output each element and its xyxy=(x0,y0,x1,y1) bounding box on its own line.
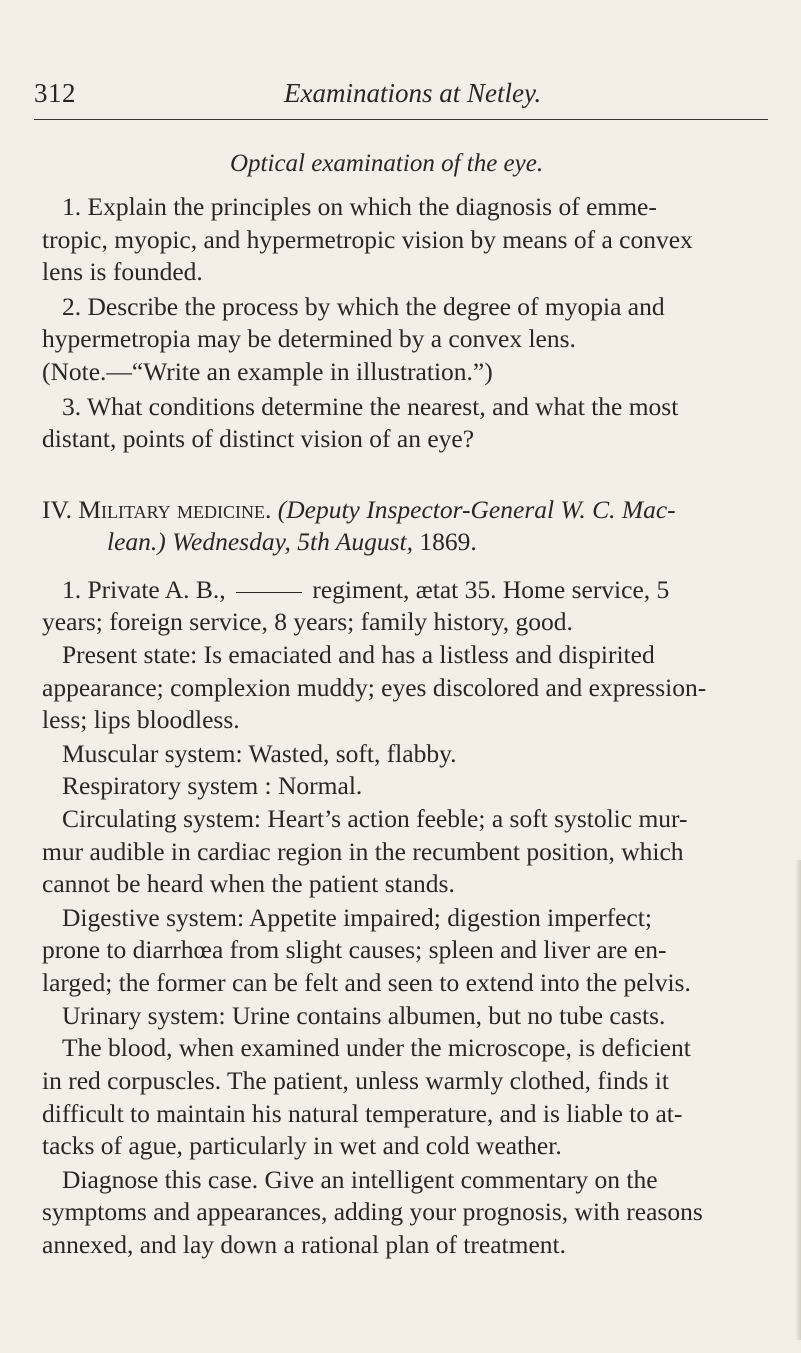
case-line: appearance; complexion muddy; eyes discolored and expression- xyxy=(42,673,707,702)
case-line: Muscular system: Wasted, soft, flabby. xyxy=(62,739,457,768)
case-line: Diagnose this case. Give an intelligent commentary on the xyxy=(62,1165,658,1194)
case-line: larged; the former can be felt and seen to extend into the pelvis. xyxy=(42,968,691,997)
case-line: prone to diarrhœa from slight causes; spleen and liver are en- xyxy=(42,935,667,964)
case-line: Respiratory system : Normal. xyxy=(62,771,363,800)
question-line: tropic, myopic, and hypermetropic vision by means of a convex xyxy=(42,225,693,254)
heading-date: lean.) Wednesday, 5th August, xyxy=(107,527,413,556)
case-line: tacks of ague, particularly in wet and cold weather. xyxy=(42,1131,562,1160)
question-line: 2. Describe the process by which the degree of myopia and xyxy=(62,292,665,321)
heading-prefix: IV. xyxy=(42,495,79,524)
question-line: 1. Explain the principles on which the diagnosis of emme- xyxy=(62,192,657,221)
military-heading xyxy=(42,494,762,525)
case-line: years; foreign service, 8 years; family history, good. xyxy=(42,607,573,636)
section-title: Optical examination of the eye. xyxy=(230,150,544,177)
case-line: in red corpuscles. The patient, unless warmly clothed, finds it xyxy=(42,1066,669,1095)
case-line: mur audible in cardiac region in the recumbent position, which xyxy=(42,837,684,866)
question-line: lens is founded. xyxy=(42,257,203,286)
page-number: 312 xyxy=(34,78,76,108)
page-edge-stain xyxy=(795,860,801,1340)
blank-dash xyxy=(236,592,302,593)
case-line: Circulating system: Heart’s action feeble; a soft systolic mur- xyxy=(62,804,688,833)
heading-examiner: (Deputy Inspector-General W. C. Mac- xyxy=(277,495,676,524)
case-line: symptoms and appearances, adding your prognosis, with reasons xyxy=(42,1197,703,1226)
case-line: Urinary system: Urine contains albumen, but no tube casts. xyxy=(62,1001,666,1030)
military-heading-cont xyxy=(107,526,767,557)
running-title: Examinations at Netley. xyxy=(284,78,542,108)
heading-small-caps: Military medicine. xyxy=(78,495,272,524)
case-line: less; lips bloodless. xyxy=(42,705,240,734)
question-line: distant, points of distinct vision of an eye? xyxy=(42,424,475,453)
case-line: The blood, when examined under the microscope, is deficient xyxy=(62,1033,691,1062)
case-first-line xyxy=(62,574,762,605)
case-line: annexed, and lay down a rational plan of treatment. xyxy=(42,1230,566,1259)
case-rest: regiment, ætat 35. Home service, 5 xyxy=(312,575,670,604)
case-line: difficult to maintain his natural temperature, and is liable to at- xyxy=(42,1099,683,1128)
header-rule xyxy=(34,119,768,120)
question-line: hypermetropia may be determined by a convex lens. xyxy=(42,324,576,353)
case-line: Present state: Is emaciated and has a listless and dispirited xyxy=(62,640,655,669)
case-start: 1. Private A. B., xyxy=(62,575,226,604)
case-line: Digestive system: Appetite impaired; digestion imperfect; xyxy=(62,903,652,932)
question-note: (Note.—“Write an example in illustration.”) xyxy=(42,357,493,386)
case-line: cannot be heard when the patient stands. xyxy=(42,869,455,898)
running-head xyxy=(34,78,774,114)
heading-year: 1869. xyxy=(419,527,477,556)
question-line: 3. What conditions determine the nearest, and what the most xyxy=(62,392,679,421)
